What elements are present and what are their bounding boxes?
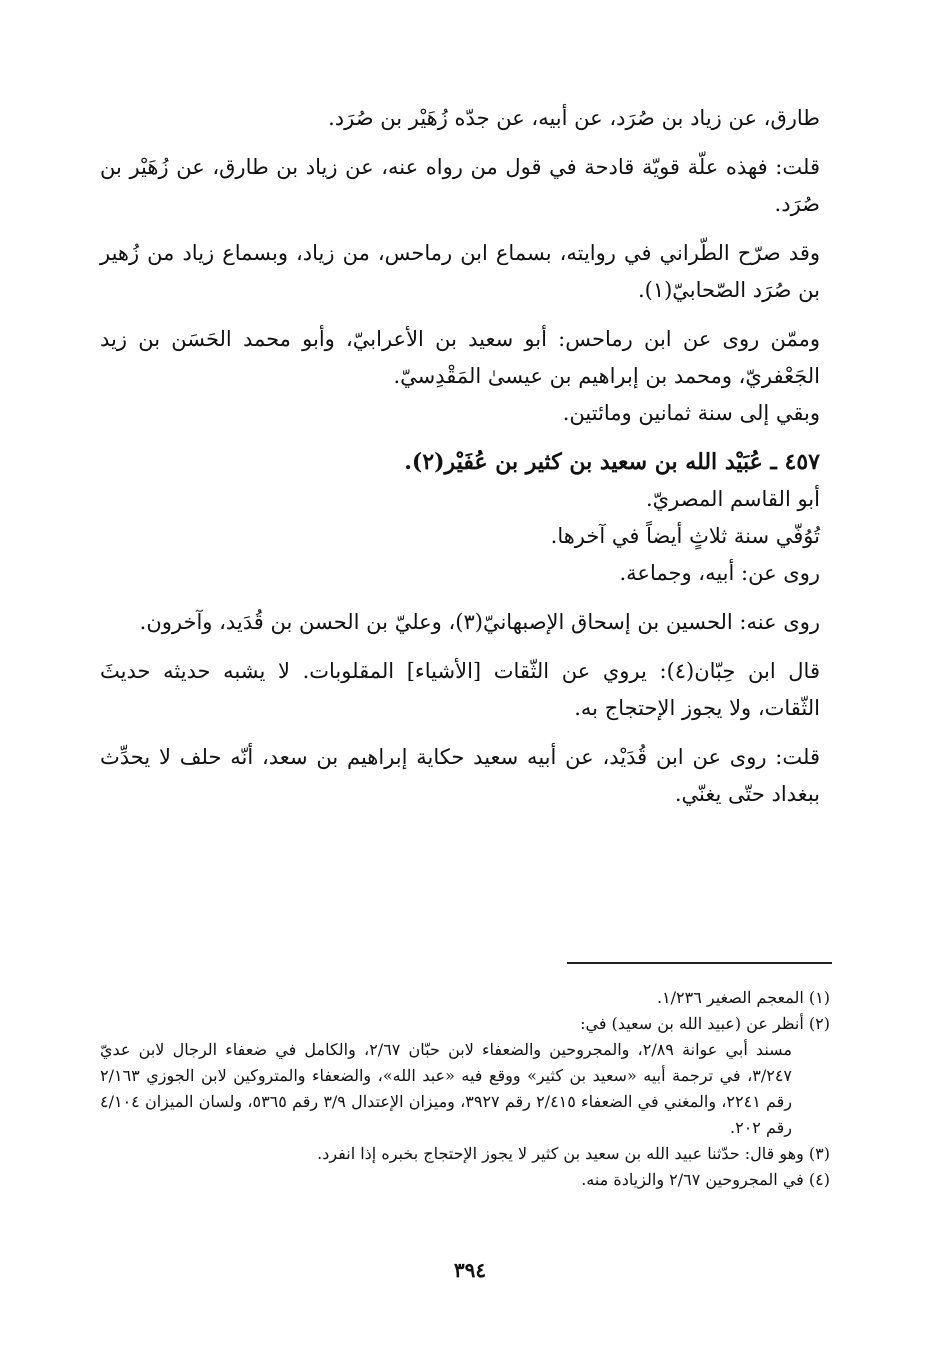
paragraph-5: وبقي إلى سنة ثمانين ومائتين.: [562, 401, 820, 425]
main-text: [100, 100, 820, 813]
paragraph-2: قلت: فهذه علّة قويّة قادحة في قول من رواه عنه، عن زياد بن طارق، عن زُهَيْر بن صُرَد.: [100, 155, 820, 216]
paragraph-8: قلت: روى عن ابن قُدَيْد، عن أبيه سعيد حكاية إبراهيم بن سعد، أنّه حلف لا يحدِّث ببغداد حتّى يغنّي.: [100, 745, 820, 806]
footnote-separator: [567, 962, 832, 964]
paragraph-4: وممّن روى عن ابن رماحس: أبو سعيد بن الأعرابيّ، وأبو محمد الحَسَن بن زيد الجَعْفريّ، ومحمد بن إبراهيم بن عيسىٰ المَقْدِسيّ.: [100, 327, 820, 388]
entry-death: تُوُفّي سنة ثلاثٍ أيضاً في آخرها.: [550, 524, 820, 548]
entry-kunya: أبو القاسم المصريّ.: [646, 487, 820, 511]
paragraph-1: طارق، عن زياد بن صُرَد، عن أبيه، عن جدّه زُهَيْر بن صُرَد.: [328, 106, 820, 130]
footnote-3: (٣) وهو قال: حدّثنا عبيد الله بن سعيد بن كثير لا يجوز الإحتجاج بخبره إذا انفرد.: [317, 1144, 830, 1163]
footnote-2-body: مسند أبي عوانة ٢/٨٩، والمجروحين والضعفاء لابن حبّان ٢/٦٧، والكامل في ضعفاء الرجال لابن عديّ ٣/٢٤٧، في ترجمة أبيه «سعيد بن كثير» ووقع فيه «عبد الله»، والضعفاء والمتروكين لابن الجوزي ٢/١٦٣ رقم ٢٢٤١، والمغني في الضعفاء ٢/٤١٥ رقم ٣٩٢٧، وميزان الإعتدال ٣/٩ رقم ٥٣٦٥، ولسان الميزان ٤/١٠٤ رقم ٢٠٢.: [100, 1040, 793, 1137]
footnote-2: (٢) أنظر عن (عبيد الله بن سعيد) في:: [580, 1014, 830, 1033]
paragraph-6: روى عنه: الحسين بن إسحاق الإصبهانيّ(٣)، وعليّ بن الحسن بن قُدَيد، وآخرون.: [139, 610, 820, 634]
paragraph-3: وقد صرّح الطّراني في روايته، بسماع ابن رماحس، من زياد، وبسماع زياد من زُهير بن صُرَد الصّحابيّ(١).: [100, 241, 820, 302]
footnotes: [100, 985, 830, 1193]
entry-narrated-from: روى عن: أبيه، وجماعة.: [619, 561, 820, 585]
paragraph-7: قال ابن حِبّان(٤): يروي عن الثّقات [الأشياء] المقلوبات. لا يشبه حديثه حديثَ الثّقات، ولا يجوز الإحتجاج به.: [100, 659, 820, 720]
entry-heading: ٤٥٧ ـ عُبَيْد الله بن سعيد بن كثير بن عُفَيْر(٢).: [404, 449, 820, 475]
footnote-4: (٤) في المجروحين ٢/٦٧ والزيادة منه.: [581, 1170, 830, 1189]
footnote-1: (١) المعجم الصغير ١/٢٣٦.: [656, 988, 830, 1007]
page-number: ٣٩٤: [453, 1258, 487, 1282]
